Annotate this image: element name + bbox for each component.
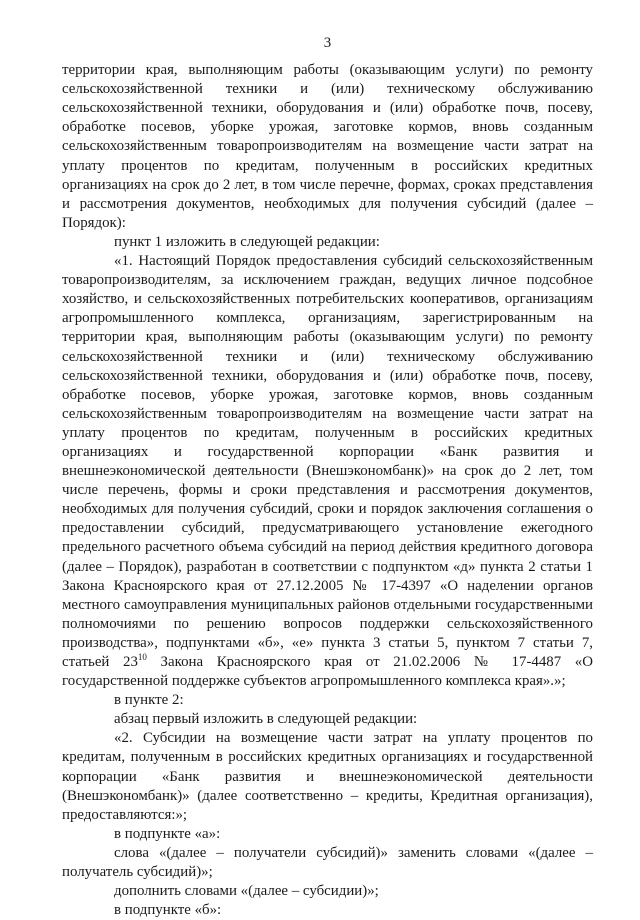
paragraph-text: в пункте 2: (114, 692, 184, 709)
paragraph-text: в подпункте «а»: (114, 825, 221, 842)
paragraph-text-tail: Закона Красноярского края от 21.02.2006 № 17-4487 «О государственной поддержке субъектов агропромышленного комплекса края».»; (62, 654, 594, 690)
paragraph-text: дополнить словами «(далее – субсидии)»; (114, 883, 379, 900)
paragraph-text: «2. Субсидии на возмещение части затрат на уплату процентов по кредитам, полученным в российских кредитных организациях и государственной корпорации «Банк развития и внешнеэкономической деятельности (Внешэкономбанк)» (далее соответственно – кредиты, Кредитная организация), предоставляются:»; (62, 730, 593, 823)
paragraph-4 (62, 691, 593, 710)
paragraph-7 (62, 825, 593, 844)
paragraph-text: в подпункте «б»: (114, 902, 222, 919)
paragraph-3 (62, 252, 593, 691)
paragraph-2 (62, 233, 593, 252)
paragraph-text: абзац первый изложить в следующей редакции: (114, 711, 418, 728)
superscript: 10 (137, 652, 147, 662)
paragraph-text: территории края, выполняющим работы (оказывающим услуги) по ремонту сельскохозяйственной техники и (или) техническому обслуживанию сельскохозяйственной техники, оборудования и (или) обработке почв, посеву, обработке посевов, уборке урожая, заготовке кормов, вновь созданным сельскохозяйственным товаропроизводителям на возмещение части затрат на уплату процентов по кредитам, полученным в российских кредитных организациях на срок до 2 лет, в том числе перечне, формах, сроках представления и рассмотрения документов, необходимых для получения субсидий (далее – Порядок): (62, 62, 593, 231)
paragraph-text: слова «(далее – получатели субсидий)» заменить словами «(далее – получатель субсидий)»; (62, 844, 593, 881)
paragraph-9 (62, 882, 593, 901)
paragraph-1 (62, 61, 593, 233)
paragraph-8 (62, 844, 593, 882)
paragraph-text: пункт 1 изложить в следующей редакции: (114, 233, 380, 250)
paragraph-10 (62, 901, 593, 920)
paragraph-5 (62, 710, 593, 729)
paragraph-text: «1. Настоящий Порядок предоставления субсидий сельскохозяйственным товаропроизводителям, за исключением граждан, ведущих личное подсобное хозяйство, и сельскохозяйственных потребительских кооперативов, организациям агропромышленного комплекса, организациям, зарегистрированным на территории края, выполняющим работы (оказывающим услуги) по ремонту сельскохозяйственной техники и (или) техническому обслуживанию сельскохозяйственной техники, оборудования и (или) обработке почв, посеву, обработке посевов, уборке урожая, заготовке кормов, вновь созданным сельскохозяйственным товаропроизводителям на возмещение части затрат на уплату процентов по кредитам, полученным в российских кредитных организациях и государственной корпорации «Банк развития и внешнеэкономической деятельности (Внешэкономбанк)» на срок до 2 лет, том числе перечень, формы и сроки представления и рассмотрения документов, необходимых для получения субсидий, сроки и порядок заключения соглашения о предоставлении субсидий, предусматривающего установление ежегодного предельного расчетного объема субсидий на период действия кредитного договора (далее – Порядок), разработан в соответствии с подпунктом «д» пункта 2 статьи 1 Закона Красноярского края от 27.12.2005 № 17-4397 «О наделении органов местного самоуправления муниципальных районов отдельными государственными полномочиями по решению вопросов поддержки сельскохозяйственного производства», подпунктами «б», «е» пункта 3 статьи 5, пунктом 7 статьи 7, статьей 23 (62, 253, 593, 670)
paragraph-6 (62, 729, 593, 824)
page-number: 3 (323, 35, 332, 51)
